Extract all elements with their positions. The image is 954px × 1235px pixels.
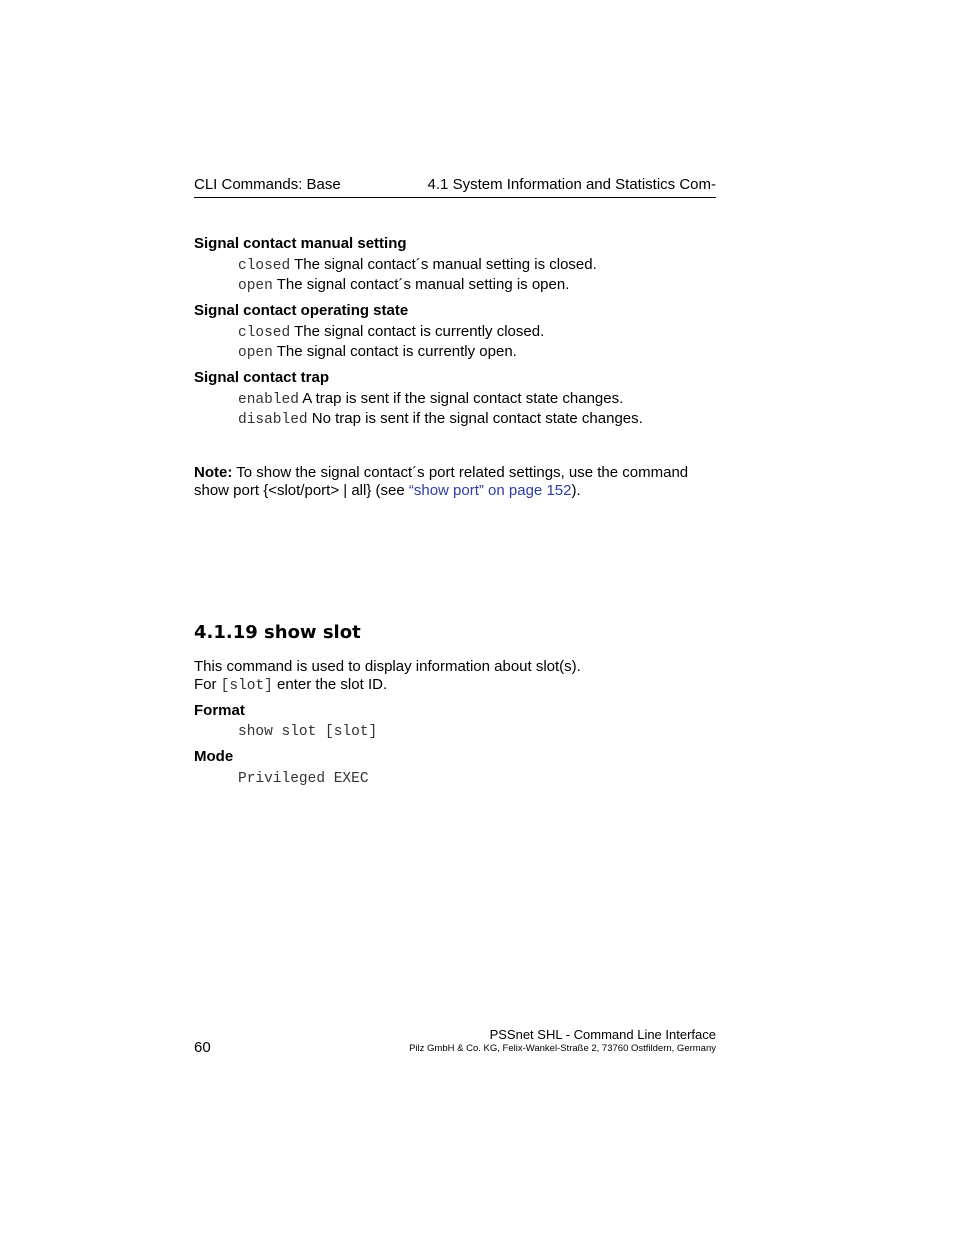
show-port-link[interactable]: “show port” on page 152 [408,482,572,499]
running-header-left: CLI Commands: Base [194,176,341,193]
option-code: open [238,278,273,294]
page-number: 60 [194,1039,211,1056]
footer-address: Pilz GmbH & Co. KG, Felix-Wankel-Straße 2, 73760 Ostfildern, Germany [409,1043,716,1054]
parameter-code: [slot] [220,678,273,694]
list-item [238,276,569,295]
list-item [238,343,517,362]
running-header-right: 4.1 System Information and Statistics Com- [427,176,716,193]
option-description: A trap is sent if the signal contact state changes. [298,390,624,407]
command-parameter-note: For [slot] enter the slot ID. [194,676,388,694]
mode-value: Privileged EXEC [238,771,369,787]
note-line-1: Note: To show the signal contact´s port related settings, use the command [194,464,689,481]
format-label: Format [194,702,245,719]
header-divider [194,197,716,198]
option-code: closed [238,258,291,274]
option-description: The signal contact´s manual setting is closed. [290,256,597,273]
list-item [238,410,643,429]
option-code: enabled [238,392,299,408]
command-heading: 4.1.19 show slot [194,622,361,643]
command-description: This command is used to display information about slot(s). [194,658,581,675]
list-item [238,390,623,409]
option-code: open [238,345,273,361]
note-line-2: show port {<slot/port> | all} (see “show port” on page 152). [194,482,581,499]
note-label: Note: [194,464,233,481]
list-item [238,256,597,275]
option-code: closed [238,325,291,341]
section-title-trap: Signal contact trap [194,369,330,386]
format-value: show slot [slot] [238,724,378,740]
list-item [238,323,544,342]
section-title-manual-setting: Signal contact manual setting [194,235,407,252]
mode-label: Mode [194,748,234,765]
option-description: The signal contact is currently closed. [290,323,545,340]
footer-title: PSSnet SHL - Command Line Interface [489,1027,716,1042]
option-description: The signal contact is currently open. [272,343,517,360]
option-code: disabled [238,412,308,428]
option-description: The signal contact´s manual setting is open. [272,276,570,293]
section-title-operating-state: Signal contact operating state [194,302,409,319]
option-description: No trap is sent if the signal contact state changes. [307,410,643,427]
